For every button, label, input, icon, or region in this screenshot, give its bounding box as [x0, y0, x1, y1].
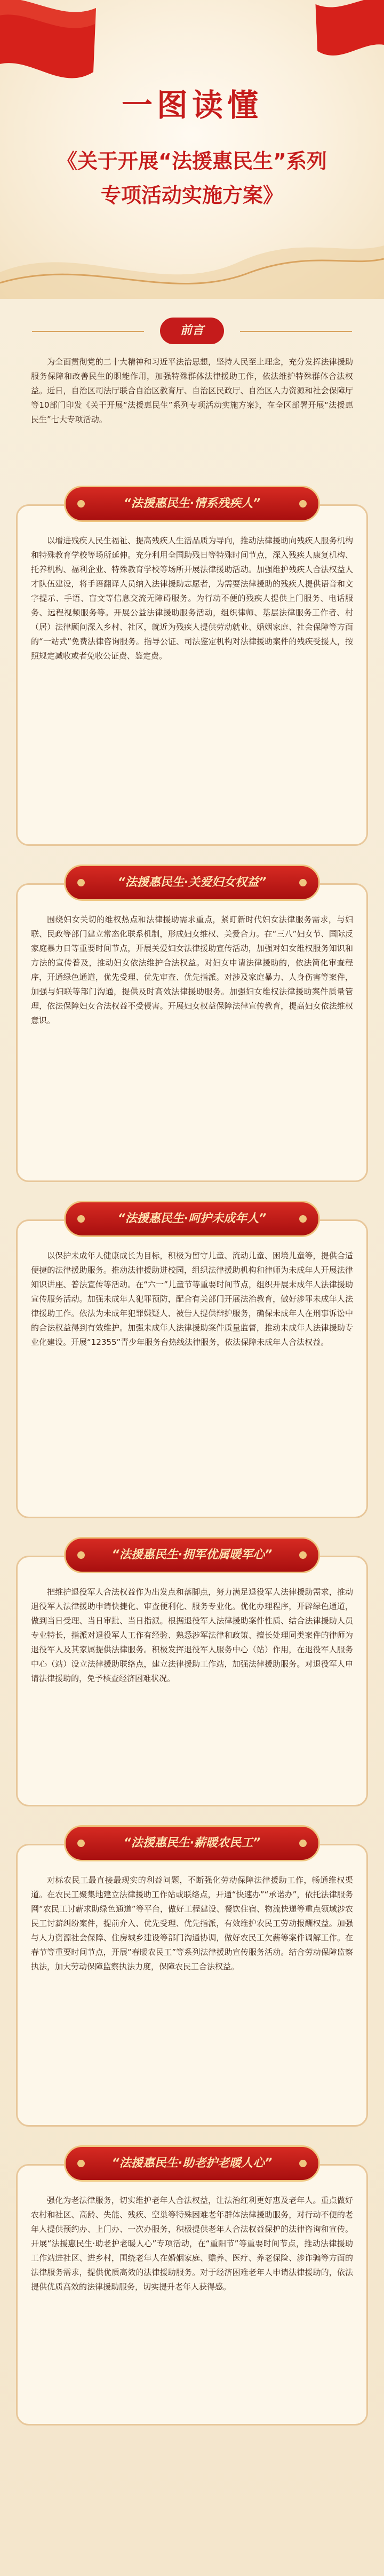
section-title: “法援惠民生·呵护未成年人” — [64, 1201, 320, 1237]
divider — [32, 331, 144, 332]
section-title: “法援惠民生·关爱妇女权益” — [64, 865, 320, 901]
page-subtitle: 《关于开展“法援惠民生”系列专项活动实施方案》 — [57, 149, 327, 207]
section-title: “法援惠民生·薪暖农民工” — [64, 1825, 320, 1861]
red-flag-icon — [296, 0, 384, 85]
hero-banner — [0, 0, 384, 299]
section-text: 把维护退役军人合法权益作为出发点和落脚点，努力满足退役军人法律援助需求，推动退役军人法律援助申请快捷化、审查便利化、服务专业化。优化办理程序，开辟绿色通道，做到当日受理、当日审批、当日指派。根据退役军人法律援助案件性质、结合法律援助人员专业特长，指派对退役军人工作有经验、熟悉涉军法律和政策、擅长处理同类案件的律师为退役军人及其家属提供法律服务。积极发挥退役军人服务中心（站）作用，在退役军人服务中心（站）设立法律援助联络点，建立法律援助工作站，加强法律援助服务。对退役军人申请法律援助的，免予核查经济困难状况。 — [31, 1587, 353, 1683]
section-text: 以增进残疾人民生福祉、提高残疾人生活品质为导向，推动法律援助向残疾人服务机构和特殊教育学校等场所延伸。充分利用全国助残日等特殊时间节点，深入残疾人康复机构、托养机构、福利企业、特殊教育学校等场所开展法律援助活动。加强维护残疾人合法权益人才队伍建设，将手语翻译人员纳入法律援助志愿者，为需要法律援助的残疾人提供语音和文字提示、手语、盲文等信息交流无障碍服务。为行动不便的残疾人提供上门服务、电话服务、远程视频服务等。开展公益法律援助服务活动，组织律师、基层法律服务工作者、村（居）法律顾问深入乡村、社区，就近为残疾人提供劳动就业、婚姻家庭、社会保障等方面的“一站式”免费法律咨询服务。指导公证、司法鉴定机构对法律援助案件的残疾受援人，按照规定减收或者免收公证费、鉴定费。 — [31, 536, 353, 661]
gold-swirl-icon — [0, 224, 384, 299]
divider — [240, 331, 352, 332]
preface-text: 为全面贯彻党的二十大精神和习近平法治思想，坚持人民至上理念，充分发挥法律援助服务保障和改善民生的职能作用，加强特殊群体法律援助工作，依法维护特殊群体合法权益。近日，自治区司法厅联合自治区教育厅、自治区民政厅、自治区人力资源和社会保障厅等10部门印发《关于开展“法援惠民生”系列专项活动实施方案》，在全区部署开展“法援惠民生”七大专项活动。 — [31, 357, 353, 424]
section-title: “法援惠民生·拥军优属暖军心” — [64, 1537, 320, 1573]
section-title: “法援惠民生·助老护老暖人心” — [64, 2145, 320, 2182]
section-text: 围绕妇女关切的维权热点和法律援助需求重点，紧盯新时代妇女法律服务需求，与妇联、民政等部门建立常态化联系机制，形成妇女维权、关爱合力。在“三八”妇女节、国际反家庭暴力日等重要时间节点，开展关爱妇女法律援助宣传活动，加强对妇女维权服务知识和方法的宣传普及，推动妇女依法维护合法权益。对妇女申请法律援助的，依法简化审查程序，开通绿色通道，优先受理、优先审查、优先指派。对涉及家庭暴力、人身伤害等案件，加强与妇联等部门沟通，提供及时高效法律援助服务。加强妇女维权法律援助案件质量管理，依法保障妇女合法权益不受侵害。开展妇女权益保障法律宣传教育，提高妇女依法维权意识。 — [31, 915, 353, 1025]
section-title: “法援惠民生·情系残疾人” — [64, 486, 320, 522]
section-text: 强化为老法律服务，切实维护老年人合法权益，让法治红利更好惠及老年人。重点做好农村和社区、高龄、失能、残疾、空巢等特殊困难老年群体法律援助服务，对行动不便的老年人提供预约办、上门办、一次办服务，积极提供老年人合法权益保护的法律咨询和宣传。开展“法援惠民生·助老护老暖人心”专项活动，在“重阳节”等重要时间节点，推动法律援助工作站进社区、进乡村，围绕老年人在婚姻家庭、赡养、医疗、养老保险、涉诈骗等方面的法律服务需求，提供优质高效的法律援助服务。对于经济困难老年人申请法律援助的，依法提供优质高效的法律援助服务，切实提升老年人获得感。 — [31, 2195, 353, 2292]
section-text: 以保护未成年人健康成长为目标，积极为留守儿童、流动儿童、困境儿童等，提供合适便捷的法律援助服务。推动法律援助进校园，组织法律援助机构和律师为未成年人开展法律知识讲座、普法宣传等活动。在“六一”儿童节等重要时间节点，组织开展未成年人法律援助宣传服务活动。加强未成年人犯罪预防，配合有关部门开展法治教育，做好涉罪未成年人法律援助工作。依法为未成年犯罪嫌疑人、被告人提供辩护服务，确保未成年人在刑事诉讼中的合法权益得到有效维护。加强未成年人法律援助案件质量监督，推动未成年人法律援助专业化建设。开展“12355”青少年服务台热线法律服务，依法保障未成年人合法权益。 — [31, 1251, 353, 1347]
section-text: 对标农民工最直接最现实的利益问题，不断强化劳动保障法律援助工作，畅通维权渠道。在农民工聚集地建立法律援助工作站或联络点，开通“快速办”“承诺办”，依托法律服务网“农民工讨薪求助绿色通道”等平台，做好工程建设、餐饮住宿、物流快递等重点领域涉农民工讨薪纠纷案件，提前介入、优先受理、优先指派，有效维护农民工劳动报酬权益。加强与人力资源社会保障、住房城乡建设等部门沟通协调，做好农民工欠薪等案件调解工作。在春节等重要时间节点，开展“春暖农民工”等系列法律援助宣传服务活动。结合劳动保障监察执法，加大劳动保障监察执法力度，保障农民工合法权益。 — [31, 1875, 353, 1971]
page-title: 一图读懂 — [121, 87, 262, 123]
preface-badge: 前言 — [160, 318, 224, 344]
